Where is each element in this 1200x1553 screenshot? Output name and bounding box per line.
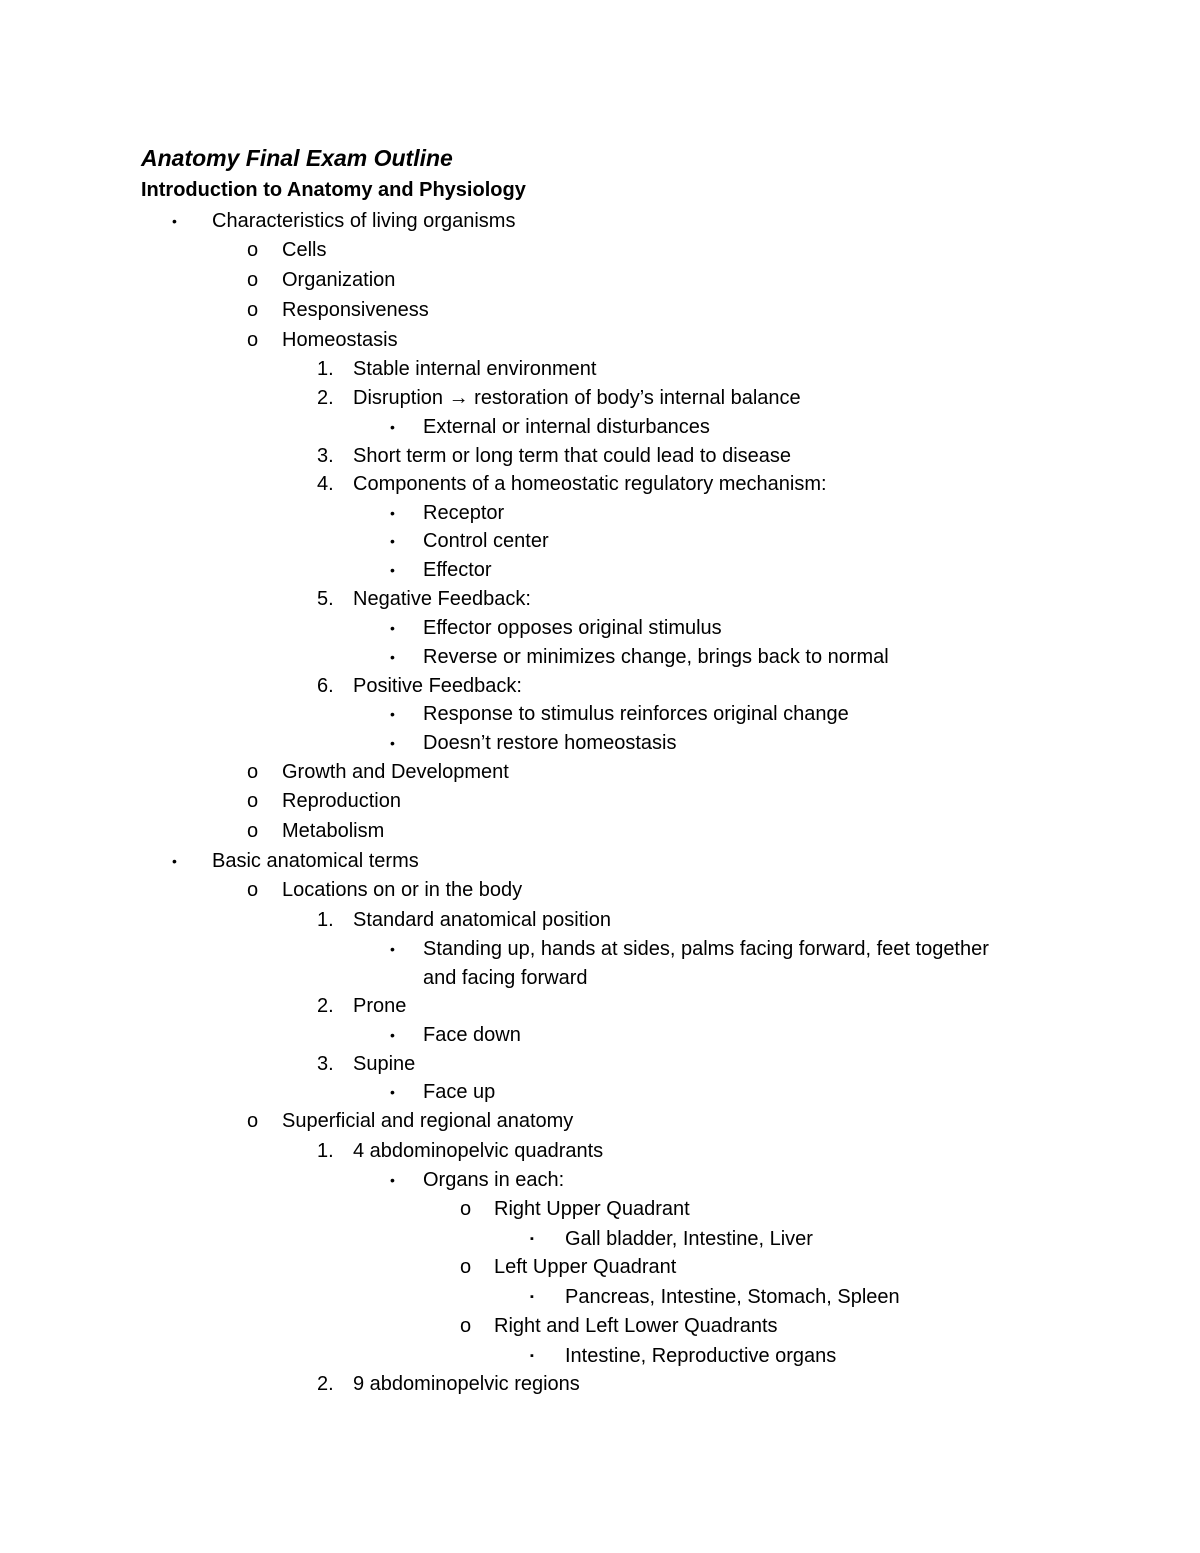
outline-marker: o <box>247 329 259 351</box>
outline-text: Face down <box>423 1024 521 1046</box>
outline-marker: 2. <box>317 1373 334 1395</box>
outline-marker: o <box>247 820 259 842</box>
outline-text: Intestine, Reproductive organs <box>565 1345 837 1367</box>
document-title: Anatomy Final Exam Outline <box>141 145 453 171</box>
outline-marker: • <box>390 1027 395 1043</box>
outline-text: Components of a homeostatic regulatory mechanism: <box>353 473 827 495</box>
outline-marker: • <box>390 735 395 751</box>
outline-text: Short term or long term that could lead to disease <box>353 445 792 467</box>
outline-text: Right Upper Quadrant <box>494 1198 690 1220</box>
outline-text: and facing forward <box>423 967 588 989</box>
outline-text: Effector opposes original stimulus <box>423 617 722 639</box>
outline-text: Characteristics of living organisms <box>212 210 516 232</box>
outline-text: Superficial and regional anatomy <box>282 1110 574 1132</box>
outline-text: Reproduction <box>282 790 401 812</box>
outline-marker: 3. <box>317 1053 334 1075</box>
outline-marker: • <box>390 620 395 636</box>
outline-marker: • <box>390 1084 395 1100</box>
outline-marker: • <box>390 419 395 435</box>
outline-marker: o <box>247 761 259 783</box>
outline-marker: 6. <box>317 675 334 697</box>
outline-marker: o <box>247 299 259 321</box>
outline-marker: • <box>172 213 177 229</box>
outline-text: Pancreas, Intestine, Stomach, Spleen <box>565 1286 900 1308</box>
outline-marker: o <box>460 1315 472 1337</box>
outline-text: Right and Left Lower Quadrants <box>494 1315 778 1337</box>
outline-marker: • <box>390 941 395 957</box>
outline-marker: 1. <box>317 909 334 931</box>
section-heading: Introduction to Anatomy and Physiology <box>141 179 526 201</box>
outline-text: Control center <box>423 530 549 552</box>
outline-text: Supine <box>353 1053 416 1075</box>
outline-text: Effector <box>423 559 492 581</box>
outline-marker: 1. <box>317 1140 334 1162</box>
outline-marker: ▪ <box>530 1291 534 1303</box>
outline-marker: o <box>460 1256 472 1278</box>
outline-marker: 2. <box>317 387 334 409</box>
outline-text: 4 abdominopelvic quadrants <box>353 1140 604 1162</box>
outline-marker: o <box>247 239 259 261</box>
outline-text: Face up <box>423 1081 496 1103</box>
outline-text: Cells <box>282 239 327 261</box>
outline-marker: • <box>390 562 395 578</box>
outline-marker: 1. <box>317 358 334 380</box>
outline-text: Homeostasis <box>282 329 398 351</box>
outline-marker: • <box>390 706 395 722</box>
outline-text: Locations on or in the body <box>282 879 523 901</box>
outline-text: Organization <box>282 269 396 291</box>
outline-marker: ▪ <box>530 1350 534 1362</box>
outline-marker: o <box>247 1110 259 1132</box>
outline-text: Response to stimulus reinforces original change <box>423 703 849 725</box>
outline-marker: • <box>390 533 395 549</box>
outline-text: Doesn’t restore homeostasis <box>423 732 677 754</box>
outline-text: External or internal disturbances <box>423 416 710 438</box>
outline-text: Basic anatomical terms <box>212 850 419 872</box>
outline-marker: o <box>460 1198 472 1220</box>
outline-text: Prone <box>353 995 407 1017</box>
outline-text: Growth and Development <box>282 761 509 783</box>
outline-text: Negative Feedback: <box>353 588 531 610</box>
outline-marker: o <box>247 790 259 812</box>
outline-text: Responsiveness <box>282 299 429 321</box>
outline-text: Positive Feedback: <box>353 675 522 697</box>
outline-text: Reverse or minimizes change, brings back to normal <box>423 646 889 668</box>
outline-marker: 4. <box>317 473 334 495</box>
outline-text: Disruption → restoration of body’s internal balance <box>353 387 801 409</box>
outline-marker: 5. <box>317 588 334 610</box>
outline-marker: ▪ <box>530 1233 534 1245</box>
outline-text: Standing up, hands at sides, palms facing forward, feet together <box>423 938 989 960</box>
outline-text: Metabolism <box>282 820 385 842</box>
outline-marker: o <box>247 269 259 291</box>
outline-text: Gall bladder, Intestine, Liver <box>565 1228 813 1250</box>
outline-marker: • <box>390 1172 395 1188</box>
outline-text: Organs in each: <box>423 1169 565 1191</box>
outline-marker: 3. <box>317 445 334 467</box>
outline-text: Left Upper Quadrant <box>494 1256 677 1278</box>
outline-marker: • <box>390 505 395 521</box>
outline-marker: 2. <box>317 995 334 1017</box>
outline-marker: o <box>247 879 259 901</box>
outline-marker: • <box>172 853 177 869</box>
outline-text: Stable internal environment <box>353 358 597 380</box>
outline-text: Receptor <box>423 502 505 524</box>
outline-text: Standard anatomical position <box>353 909 611 931</box>
outline-marker: • <box>390 649 395 665</box>
outline-text: 9 abdominopelvic regions <box>353 1373 580 1395</box>
